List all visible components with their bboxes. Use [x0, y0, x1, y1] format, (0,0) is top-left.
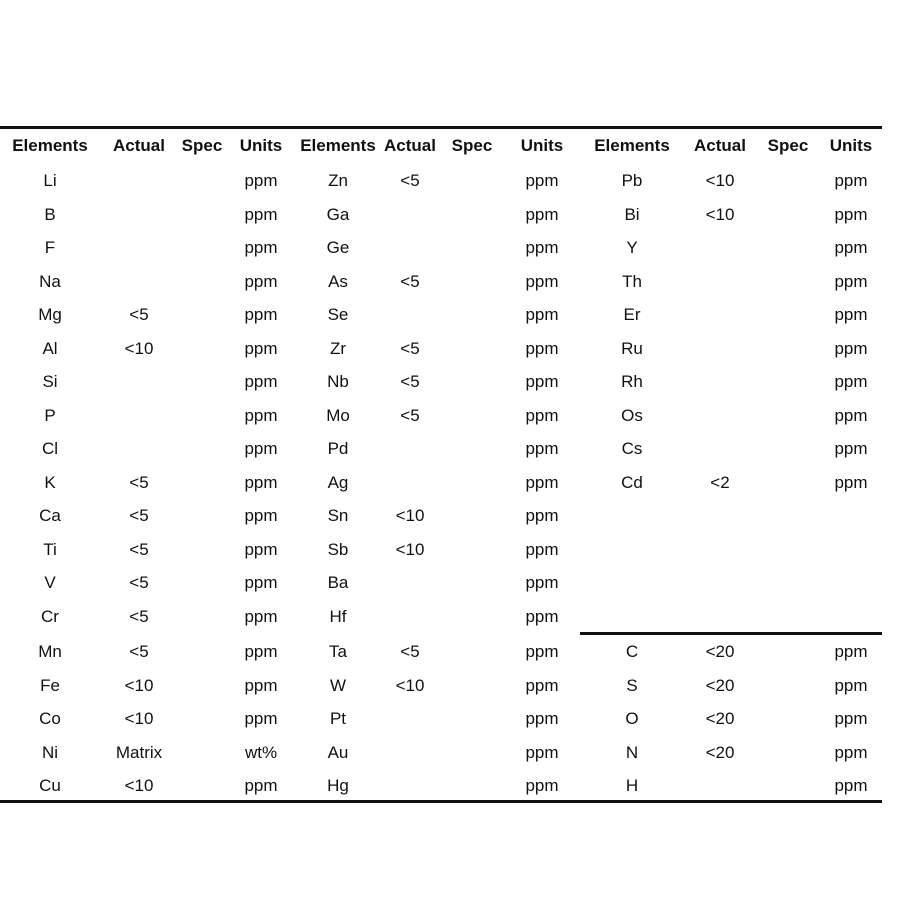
cell-actual: <20 [705, 642, 735, 661]
cell-units: ppm [244, 573, 278, 592]
cell-units: ppm [834, 675, 868, 695]
cell-element: Mg [38, 305, 62, 324]
cell-element: Rh [621, 372, 643, 391]
cell-units: ppm [244, 472, 278, 492]
cell-element: Au [327, 742, 349, 762]
cell-actual: <10 [395, 506, 425, 525]
cell-units: ppm [525, 776, 559, 795]
cell-element: Ga [326, 204, 350, 224]
cell-units: ppm [244, 305, 278, 324]
cell-actual: <2 [710, 472, 730, 492]
cell-element: Hg [327, 776, 349, 795]
cell-units: ppm [834, 642, 868, 661]
header-spec: Spec [451, 136, 493, 155]
cell-element: Pt [329, 709, 347, 728]
cell-element: Ge [326, 238, 350, 257]
cell-units: ppm [525, 338, 559, 358]
cell-units: ppm [244, 675, 278, 695]
cell-units: ppm [525, 506, 559, 525]
cell-element: Sb [327, 539, 349, 559]
cell-units: ppm [244, 238, 278, 257]
cell-element: Cu [39, 776, 61, 795]
cell-element: Zn [328, 171, 348, 190]
table-bottom-rule [0, 800, 882, 803]
table-top-rule [0, 126, 882, 129]
cell-units: ppm [244, 271, 278, 291]
cell-actual: <5 [129, 305, 149, 324]
cell-element: Ru [621, 338, 643, 358]
cell-element: Se [327, 305, 349, 324]
cell-units: ppm [834, 472, 868, 492]
cell-element: Ag [327, 472, 349, 492]
cell-units: ppm [834, 776, 868, 795]
header-units: Units [239, 136, 283, 155]
cell-element: Nb [327, 372, 349, 391]
cell-units: ppm [525, 742, 559, 762]
cell-units: ppm [244, 539, 278, 559]
cell-element: Ni [41, 742, 59, 762]
cell-actual: <5 [129, 606, 149, 626]
cell-actual: <20 [705, 709, 735, 728]
header-spec: Spec [767, 136, 809, 155]
cell-element: Pb [621, 171, 643, 190]
cell-units: ppm [525, 573, 559, 592]
header-actual: Actual [113, 136, 165, 155]
cell-actual: <10 [124, 675, 154, 695]
cell-units: ppm [244, 372, 278, 391]
cell-element: Si [42, 372, 58, 391]
cell-element: Na [39, 271, 61, 291]
cell-actual: <5 [400, 271, 420, 291]
cell-element: Co [39, 709, 61, 728]
cell-actual: <5 [129, 472, 149, 492]
cell-units: ppm [244, 405, 278, 425]
cell-element: Bi [624, 204, 640, 224]
cell-element: Cl [41, 439, 59, 458]
cell-element: Er [623, 305, 641, 324]
cell-units: ppm [244, 439, 278, 458]
cell-actual: <10 [124, 709, 154, 728]
table-section-rule [580, 632, 882, 635]
header-elements: Elements [594, 136, 670, 155]
cell-element: Zr [329, 338, 347, 358]
cell-element: Al [42, 338, 58, 358]
cell-actual: <20 [705, 742, 735, 762]
cell-element: N [625, 742, 639, 762]
cell-element: C [625, 642, 639, 661]
cell-actual: <10 [124, 338, 154, 358]
header-elements: Elements [12, 136, 88, 155]
cell-units: ppm [244, 171, 278, 190]
header-units: Units [829, 136, 873, 155]
cell-units: ppm [525, 171, 559, 190]
cell-element: O [625, 709, 639, 728]
cell-units: wt% [244, 742, 278, 762]
cell-units: ppm [525, 204, 559, 224]
cell-actual: <10 [395, 675, 425, 695]
cell-actual: Matrix [115, 742, 163, 762]
cell-units: ppm [525, 405, 559, 425]
cell-element: Ta [329, 642, 347, 661]
cell-actual: <5 [400, 372, 420, 391]
header-spec: Spec [181, 136, 223, 155]
cell-units: ppm [525, 709, 559, 728]
cell-actual: <10 [705, 171, 735, 190]
header-actual: Actual [384, 136, 436, 155]
cell-units: ppm [244, 776, 278, 795]
cell-units: ppm [525, 539, 559, 559]
cell-units: ppm [834, 372, 868, 391]
cell-units: ppm [834, 171, 868, 190]
cell-units: ppm [834, 742, 868, 762]
cell-element: Pd [327, 439, 349, 458]
cell-element: Y [626, 238, 638, 257]
cell-units: ppm [525, 305, 559, 324]
cell-element: Os [621, 405, 643, 425]
cell-actual: <10 [395, 539, 425, 559]
cell-element: H [625, 776, 639, 795]
cell-units: ppm [834, 305, 868, 324]
cell-actual: <5 [129, 642, 149, 661]
cell-actual: <5 [400, 338, 420, 358]
cell-units: ppm [525, 606, 559, 626]
cell-element: Th [622, 271, 642, 291]
cell-element: Sn [327, 506, 349, 525]
cell-element: V [44, 573, 56, 592]
cell-actual: <20 [705, 675, 735, 695]
cell-element: Cr [41, 606, 59, 626]
cell-actual: <5 [400, 405, 420, 425]
cell-element: Ca [39, 506, 61, 525]
cell-actual: <5 [129, 506, 149, 525]
cell-actual: <5 [129, 539, 149, 559]
cell-units: ppm [244, 709, 278, 728]
cell-units: ppm [244, 642, 278, 661]
cell-actual: <10 [705, 204, 735, 224]
cell-units: ppm [244, 506, 278, 525]
cell-units: ppm [834, 271, 868, 291]
cell-element: W [329, 675, 347, 695]
cell-element: Ba [327, 573, 349, 592]
cell-units: ppm [525, 238, 559, 257]
cell-element: As [328, 271, 348, 291]
cell-units: ppm [244, 204, 278, 224]
cell-units: ppm [834, 709, 868, 728]
cell-units: ppm [525, 472, 559, 492]
header-units: Units [520, 136, 564, 155]
cell-units: ppm [525, 439, 559, 458]
cell-element: Fe [40, 675, 60, 695]
cell-units: ppm [244, 338, 278, 358]
cell-units: ppm [244, 606, 278, 626]
header-elements: Elements [300, 136, 376, 155]
cell-element: Cd [621, 472, 643, 492]
cell-element: P [44, 405, 56, 425]
cell-units: ppm [834, 238, 868, 257]
cell-units: ppm [525, 642, 559, 661]
cell-element: K [44, 472, 56, 492]
cell-element: Mo [326, 405, 350, 425]
cell-units: ppm [834, 439, 868, 458]
cell-element: Li [43, 171, 57, 190]
cell-element: Hf [329, 606, 347, 626]
cell-element: Mn [38, 642, 62, 661]
cell-units: ppm [834, 405, 868, 425]
cell-actual: <10 [124, 776, 154, 795]
header-actual: Actual [694, 136, 746, 155]
cell-actual: <5 [400, 642, 420, 661]
cell-element: Ti [43, 539, 57, 559]
cell-actual: <5 [400, 171, 420, 190]
cell-units: ppm [525, 372, 559, 391]
cell-units: ppm [834, 204, 868, 224]
cell-units: ppm [525, 675, 559, 695]
cell-units: ppm [525, 271, 559, 291]
cell-actual: <5 [129, 573, 149, 592]
cell-element: F [44, 238, 56, 257]
cell-units: ppm [834, 338, 868, 358]
cell-element: B [44, 204, 56, 224]
cell-element: S [626, 675, 638, 695]
cell-element: Cs [621, 439, 643, 458]
